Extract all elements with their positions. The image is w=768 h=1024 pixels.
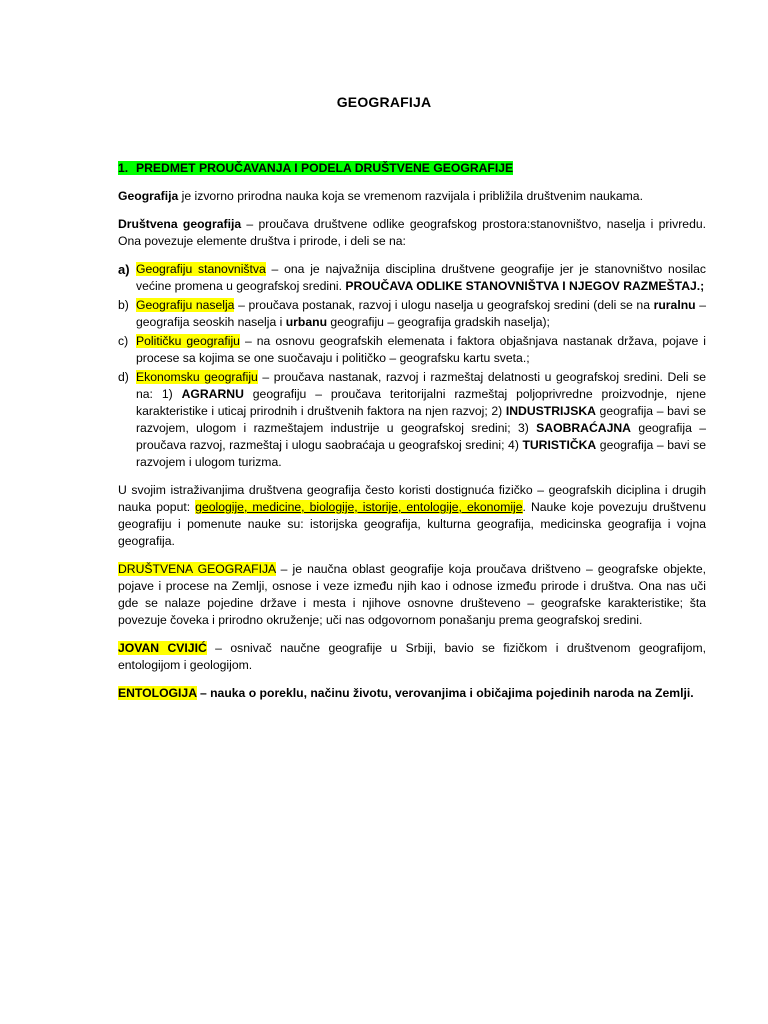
term-saobracajna: SAOBRAĆAJNA bbox=[536, 421, 631, 435]
term-geografija: Geografija bbox=[118, 189, 179, 203]
paragraph-entologija bbox=[118, 685, 706, 702]
paragraph-text: je izvorno prirodna nauka koja se vremenom razvijala i približila društvenim naukama. bbox=[178, 189, 643, 203]
paragraph-drustvena-geografija bbox=[118, 216, 706, 250]
list-marker: c) bbox=[118, 334, 129, 348]
list-text: geografiju – geografija gradskih naselja); bbox=[327, 315, 550, 329]
paragraph-text: – proučava društvene odlike geografskog prostora:stanovništvo, naselja i privredu. Ona povezuje elemente društva i prirode, i deli se na: bbox=[118, 217, 707, 248]
paragraph-text: – nauka o poreklu, načinu životu, verovanjima i običajima pojedinih naroda na Zemlji. bbox=[196, 686, 694, 700]
document-body bbox=[118, 160, 706, 713]
list-item-d bbox=[118, 369, 706, 471]
paragraph-jovan-cvijic bbox=[118, 640, 706, 674]
term-turisticka: TURISTIČKA bbox=[522, 438, 597, 452]
subdiscipline-list bbox=[118, 261, 706, 471]
term-entologija: ENTOLOGIJA bbox=[118, 686, 197, 700]
term-geografija-naselja: Geografiju naselja bbox=[136, 298, 235, 312]
highlighted-sciences: geologije, medicine, biologije, istorije, entologije, ekonomije bbox=[195, 500, 523, 514]
list-text: – proučava teritorijalni razmeštaj poljoprivredne proizvodnje, njene karakteristike i uticaj prirodnih i društvenih faktora na njen razvoj; 2) bbox=[136, 387, 706, 418]
list-marker: d) bbox=[118, 370, 129, 384]
list-text: – proučava nastanak, razvoj i razmeštaj delatnosti u geografskoj sredini. Deli se na: 1) bbox=[136, 370, 706, 401]
term-politicka-geografija: Političku geografiju bbox=[136, 334, 240, 348]
list-text: – bavi se razvojem, ulogom i razmeštajem industrije u geografskoj sredini; 3) bbox=[136, 404, 706, 435]
paragraph-text: . Nauke koje povezuju društvenu geografiju i pomenute nauke su: istorijska geografija, kulturna geografija, medicinska geografija i vojna geografija. bbox=[118, 500, 706, 548]
term-drustvena-geografija: Društvena geografija bbox=[118, 217, 242, 231]
section-heading bbox=[118, 160, 706, 177]
list-text: – geografija seoskih naselja i bbox=[136, 298, 706, 329]
paragraph-text: – je naučna oblast geografije koja proučava drištveno – geografske objekte, pojave i procese na Zemlji, osnose i veze između njih kao i odnose između prirode i društva. Ona nas uči gde se nalaze pojedine države i mesta i njihove osnovne društeveno – geografske karakteristike; šta povezuje čoveka i prirodno okruženje; uči nas odgovornom ponašanju prema geografskoj sredini. bbox=[118, 562, 706, 627]
list-text: – proučava razvoj, razmeštaj i ulogu saobraćaja u geografskoj sredini; 4) bbox=[136, 421, 706, 452]
term-jovan-cvijic: JOVAN CVIJIĆ bbox=[118, 641, 207, 655]
list-text: – na osnovu geografskih elemenata i faktora objašnjava nastanak država, pojave i procese sa kojima se one suočavaju i političko – geografsku kartu sveta.; bbox=[136, 334, 707, 365]
term-urbana: urbanu bbox=[285, 315, 328, 329]
list-text: geografija bbox=[596, 438, 654, 452]
list-text: geografija bbox=[595, 404, 654, 418]
list-item-b bbox=[118, 297, 706, 331]
term-geografija-stanovnistva: Geografiju stanovništva bbox=[136, 262, 266, 276]
term-industrijska: INDUSTRIJSKA bbox=[505, 404, 596, 418]
list-text: – ona je najvažnija disciplina društvene geografije jer je stanovništvo nosilac većine promena u geografskoj sredini. bbox=[136, 262, 706, 293]
document-title: GEOGRAFIJA bbox=[336, 94, 432, 110]
list-text: geografiju bbox=[243, 387, 307, 401]
list-text: – bavi se razvojem i ulogom turizma. bbox=[136, 438, 707, 469]
section-number: 1. bbox=[118, 161, 129, 175]
list-text: – proučava postanak, razvoj i ulogu naselja u geografskoj sredini (deli se na bbox=[234, 298, 654, 312]
list-item-c bbox=[118, 333, 706, 367]
paragraph-drustvena-geografija-definicija bbox=[118, 561, 706, 629]
section-heading-highlight bbox=[118, 161, 513, 175]
paragraph-text: U svojim istraživanjima društvena geografija često koristi dostignuća fizičko – geografskih diciplina i drugih nauka poput: bbox=[118, 483, 706, 514]
list-marker: b) bbox=[118, 298, 129, 312]
term-drustvena-geografija-caps: DRUŠTVENA GEOGRAFIJA bbox=[118, 562, 276, 576]
term-ekonomska-geografija: Ekonomsku geografiju bbox=[136, 370, 258, 384]
section-title: PREDMET PROUČAVANJA I PODELA DRUŠTVENE GEOGRAFIJE bbox=[136, 161, 514, 175]
term-ruralna: ruralnu bbox=[653, 298, 696, 312]
list-item-a bbox=[118, 261, 706, 295]
term-agrarna: AGRARNU bbox=[181, 387, 244, 401]
list-marker: a) bbox=[118, 262, 130, 277]
list-bold-text: PROUČAVA ODLIKE STANOVNIŠTVA I NJEGOV RAZMEŠTAJ.; bbox=[345, 279, 705, 293]
paragraph-istrazivanja bbox=[118, 482, 706, 550]
paragraph-text: – osnivač naučne geografije u Srbiji, bavio se fizičkom i društvenom geografijom, entologijom i geologijom. bbox=[118, 641, 706, 672]
list-text: geografija bbox=[630, 421, 692, 435]
paragraph-geografija bbox=[118, 188, 706, 205]
